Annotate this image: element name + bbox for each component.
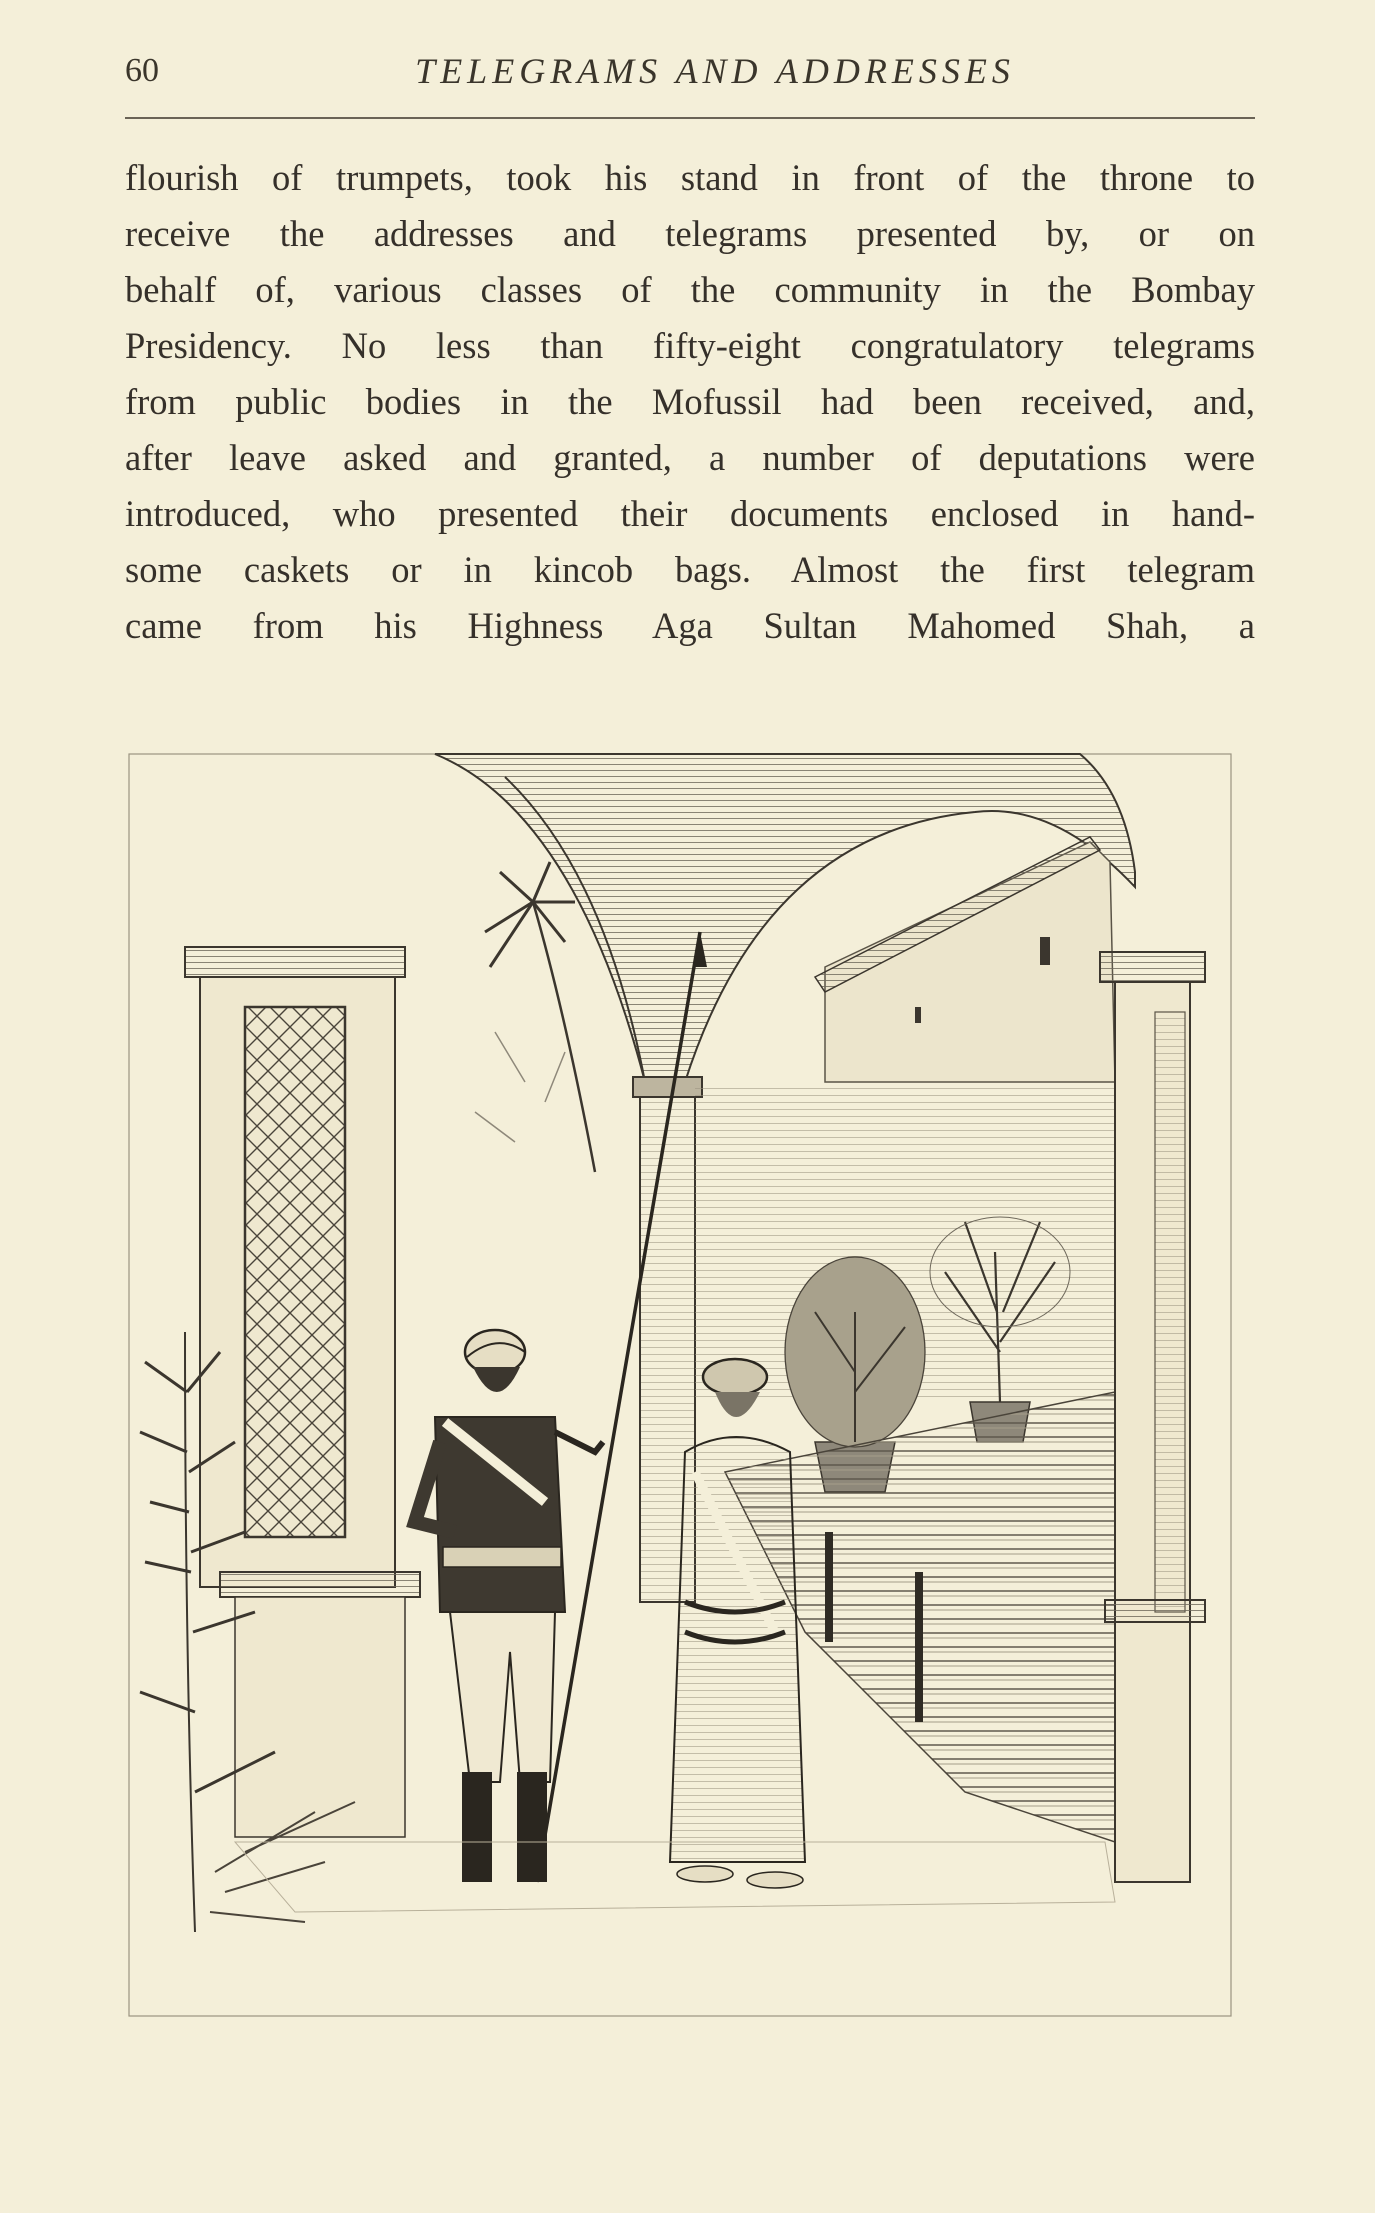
text-line: some caskets or in kincob bags. Almost the first telegram [125, 549, 1255, 590]
palm-tree [475, 862, 595, 1172]
text-line: after leave asked and granted, a number of deputations were [125, 437, 1255, 478]
engraving-illustration [125, 752, 1240, 2022]
text-line: from public bodies in the Mofussil had been received, and, [125, 381, 1255, 422]
guard-figure [415, 1330, 603, 1882]
text-line: flourish of trumpets, took his stand in front of the throne to [125, 157, 1255, 198]
header-rule [125, 117, 1255, 119]
running-head [125, 42, 1255, 102]
text-line: receive the addresses and telegrams presented by, or on [125, 213, 1255, 254]
right-pillar [1100, 952, 1205, 1882]
left-pillar [185, 947, 420, 1837]
background-building [815, 837, 1115, 1082]
text-line: came from his Highness Aga Sultan Mahomed Shah, a [125, 605, 1255, 646]
body-paragraph [125, 150, 1255, 654]
running-title: TELEGRAMS AND ADDRESSES [415, 51, 1015, 91]
text-line: behalf of, various classes of the community in the Bombay [125, 269, 1255, 310]
text-line: introduced, who presented their documents enclosed in hand- [125, 493, 1255, 534]
text-line: Presidency. No less than fifty-eight congratulatory telegrams [125, 325, 1255, 366]
page-number: 60 [125, 52, 159, 89]
